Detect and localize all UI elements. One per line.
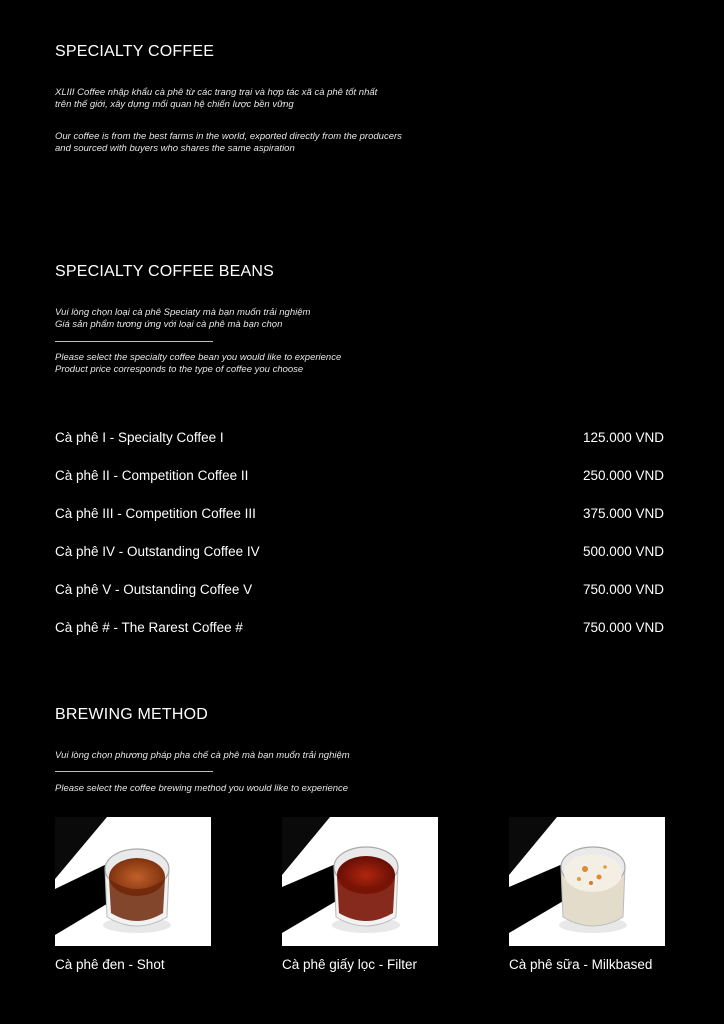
brewing-methods xyxy=(55,817,665,987)
beans-en-line: Please select the specialty coffee bean you would like to experience xyxy=(55,352,342,363)
brewing-method-title: BREWING METHOD xyxy=(55,706,209,723)
intro-vi-line: trên thế giới, xây dựng mối quan hệ chiến lược bền vững xyxy=(55,99,294,110)
method-card-milkbased[interactable] xyxy=(509,817,665,972)
beans-divider xyxy=(55,341,213,342)
espresso-shot-glass-icon xyxy=(55,817,211,946)
method-card-filter[interactable] xyxy=(282,817,438,972)
coffee-name: Cà phê III - Competition Coffee III xyxy=(55,505,256,521)
coffee-price: 375.000 VND xyxy=(582,505,664,521)
price-row[interactable] xyxy=(55,608,664,646)
beans-intro-en xyxy=(55,352,341,376)
beans-en-line: Product price corresponds to the type of coffee you choose xyxy=(55,364,304,375)
beans-vi-line: Vui lòng chọn loại cà phê Speciaty mà bạn muốn trải nghiệm xyxy=(55,307,311,318)
coffee-name: Cà phê # - The Rarest Coffee # xyxy=(55,619,243,635)
method-label-milkbased: Cà phê sữa - Milkbased xyxy=(509,957,653,972)
price-row[interactable] xyxy=(55,532,664,570)
milk-coffee-glass-icon xyxy=(509,817,665,946)
price-row[interactable] xyxy=(55,494,664,532)
coffee-name: Cà phê I - Specialty Coffee I xyxy=(55,429,224,445)
method-card-shot[interactable] xyxy=(55,817,211,972)
method-label-filter: Cà phê giấy lọc - Filter xyxy=(282,957,418,972)
coffee-price: 250.000 VND xyxy=(582,467,664,483)
coffee-name: Cà phê IV - Outstanding Coffee IV xyxy=(55,543,260,559)
brewing-divider xyxy=(55,771,213,772)
intro-en-line: Our coffee is from the best farms in the world, exported directly from the producers xyxy=(55,131,402,142)
coffee-price: 750.000 VND xyxy=(582,581,664,597)
intro-vi-line: XLIII Coffee nhập khẩu cà phê từ các trang trại và hợp tác xã cà phê tốt nhất xyxy=(55,87,378,98)
price-row[interactable] xyxy=(55,418,664,456)
beans-intro-vi xyxy=(55,307,310,331)
filter-coffee-glass-icon xyxy=(282,817,438,946)
milk-foam xyxy=(564,854,622,892)
coffee-price: 500.000 VND xyxy=(582,543,664,559)
coffee-beans-title: SPECIALTY COFFEE BEANS xyxy=(55,263,274,280)
brewing-intro-vi: Vui lòng chọn phương pháp pha chế cà phê mà bạn muốn trải nghiệm xyxy=(55,750,350,761)
coffee-price: 750.000 VND xyxy=(582,619,664,635)
price-row[interactable] xyxy=(55,456,664,494)
coffee-name: Cà phê V - Outstanding Coffee V xyxy=(55,581,253,597)
coffee-name: Cà phê II - Competition Coffee II xyxy=(55,467,249,483)
price-row[interactable] xyxy=(55,570,664,608)
method-label-shot: Cà phê đen - Shot xyxy=(55,957,165,972)
coffee-price: 125.000 VND xyxy=(582,429,664,445)
specialty-coffee-title: SPECIALTY COFFEE xyxy=(55,43,215,60)
intro-en-line: and sourced with buyers who shares the same aspiration xyxy=(55,143,295,154)
specialty-intro-en xyxy=(55,131,402,155)
beans-vi-line: Giá sản phẩm tương ứng với loại cà phê mà bạn chọn xyxy=(55,319,283,330)
specialty-intro-vi xyxy=(55,87,377,111)
brewing-intro-en: Please select the coffee brewing method you would like to experience xyxy=(55,783,349,794)
price-list xyxy=(55,418,664,646)
